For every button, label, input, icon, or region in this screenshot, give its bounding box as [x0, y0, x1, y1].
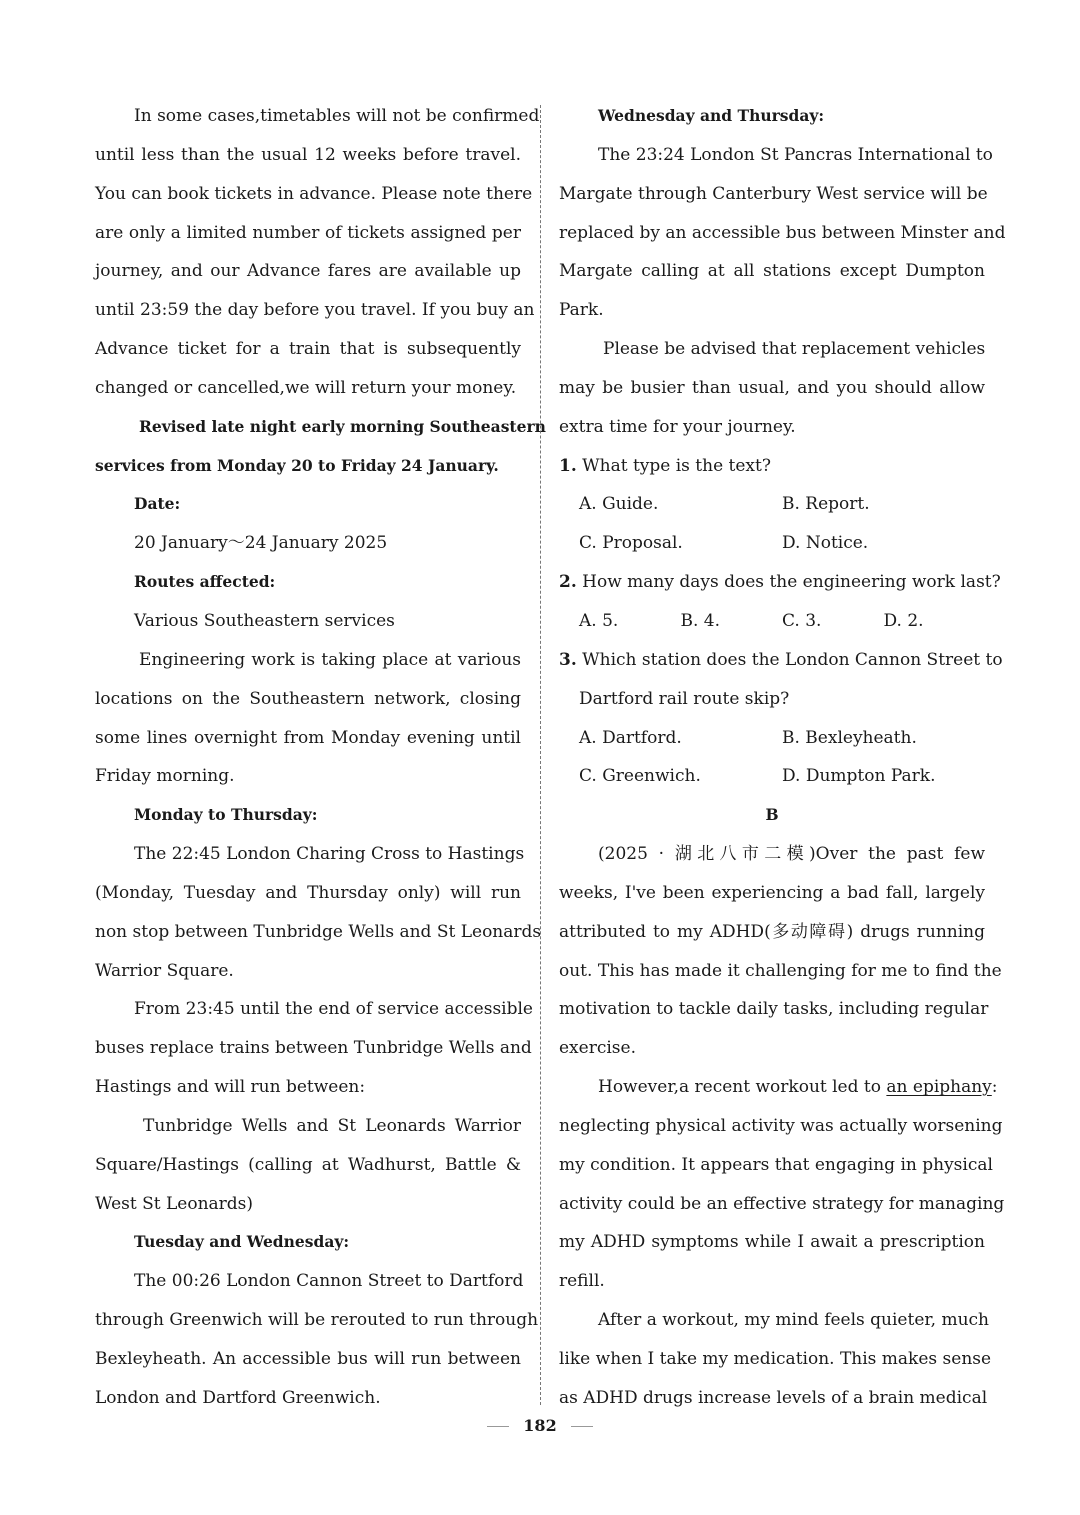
text-line: London and Dartford Greenwich.: [95, 1387, 381, 1408]
text-line: locations on the Southeastern network, closing: [95, 688, 521, 709]
text-line: After a workout, my mind feels quieter, much: [598, 1310, 989, 1331]
text-line: exercise.: [559, 1038, 636, 1059]
text-line: The 00:26 London Cannon Street to Dartford: [134, 1271, 524, 1292]
text-line: as ADHD drugs increase levels of a brain medical: [559, 1387, 988, 1408]
option-d[interactable]: D. 2.: [883, 610, 924, 631]
question-3: [559, 641, 1003, 680]
footer-rule: [571, 1426, 593, 1427]
wed-thu-label: Wednesday and Thursday:: [598, 106, 825, 125]
text-line: are only a limited number of tickets assigned per: [95, 222, 521, 243]
text-line: weeks, I've been experiencing a bad fall, largely: [559, 882, 985, 903]
option-a[interactable]: A. 5.: [579, 610, 619, 631]
underlined-phrase: an epiphany: [886, 1077, 992, 1098]
option-b[interactable]: B. 4.: [680, 610, 721, 631]
option-a[interactable]: A. Dartford.: [579, 727, 682, 748]
text-line: Margate through Canterbury West service will be: [559, 183, 988, 204]
text-line: Warrior Square.: [95, 960, 234, 981]
text-line: through Greenwich will be rerouted to run through: [95, 1310, 539, 1331]
text-line: [559, 1068, 998, 1107]
option-c[interactable]: C. Greenwich.: [579, 766, 701, 787]
question-3-options-row: [559, 719, 985, 758]
text-line: my condition. It appears that engaging in physical: [559, 1154, 993, 1175]
text-line: motivation to tackle daily tasks, including regular: [559, 999, 989, 1020]
text-line: replaced by an accessible bus between Minster and: [559, 222, 1006, 243]
option-d[interactable]: D. Notice.: [782, 533, 869, 554]
mon-thu-label: Monday to Thursday:: [134, 805, 318, 825]
text-line: extra time for your journey.: [559, 416, 796, 437]
text-line: Square/Hastings (calling at Wadhurst, Battle &: [95, 1154, 521, 1175]
option-c[interactable]: C. Proposal.: [579, 533, 683, 554]
question-1: [559, 447, 985, 486]
text-span: However,a recent workout led to: [598, 1077, 887, 1098]
question-text: Which station does the London Cannon Street to: [582, 649, 1003, 670]
text-line: The 23:24 London St Pancras International to: [598, 144, 993, 165]
text-line: The 22:45 London Charing Cross to Hastings: [134, 844, 525, 865]
text-line: From 23:45 until the end of service accessible: [134, 999, 533, 1020]
text-line: Bexleyheath. An accessible bus will run between: [95, 1349, 521, 1369]
text-line: my ADHD symptoms while I await a prescription: [559, 1232, 985, 1253]
column-divider: [540, 105, 541, 1405]
question-3-options-row: [559, 757, 985, 796]
text-line: West St Leonards): [95, 1193, 254, 1214]
text-line: attributed to my ADHD(多动障碍) drugs running: [559, 921, 985, 942]
text-line: Margate calling at all stations except Dumpton: [559, 261, 985, 282]
text-span: :: [991, 1077, 998, 1098]
option-d[interactable]: D. Dumpton Park.: [782, 766, 936, 787]
page-number: 182: [523, 1416, 557, 1435]
question-2-options-row: [559, 602, 985, 641]
text-line: may be busier than usual, and you should allow: [559, 377, 985, 398]
tue-wed-label: Tuesday and Wednesday:: [134, 1232, 350, 1252]
text-line: You can book tickets in advance. Please note there: [95, 183, 533, 204]
text-line: until less than the usual 12 weeks before travel.: [95, 144, 521, 165]
date-value: 20 January～24 January 2025: [134, 533, 388, 554]
text-line: journey, and our Advance fares are available up: [95, 261, 521, 282]
text-line: refill.: [559, 1271, 605, 1292]
option-a[interactable]: A. Guide.: [579, 494, 659, 515]
question-1-options-row: [559, 524, 985, 563]
routes-label: Routes affected:: [134, 572, 276, 592]
text-line: Advance ticket for a train that is subsequently: [95, 339, 521, 360]
right-column: [559, 97, 1006, 1418]
question-2: [559, 563, 1001, 602]
option-b[interactable]: B. Bexleyheath.: [782, 727, 917, 748]
question-text: What type is the text?: [582, 455, 771, 476]
notice-heading: Revised late night early morning Southeastern: [139, 416, 546, 436]
text-line: out. This has made it challenging for me to find the: [559, 960, 1002, 981]
text-line: Engineering work is taking place at various: [139, 649, 521, 670]
text-line: changed or cancelled,we will return your money.: [95, 377, 517, 398]
text-line: Friday morning.: [95, 766, 235, 787]
text-line: until 23:59 the day before you travel. If you buy an: [95, 300, 535, 321]
routes-value: Various Southeastern services: [134, 610, 395, 631]
page-footer: [0, 1416, 1080, 1435]
text-line: buses replace trains between Tunbridge Wells and: [95, 1038, 532, 1059]
question-number: 3.: [559, 649, 577, 670]
text-line: In some cases,timetables will not be confirmed: [134, 106, 540, 126]
footer-rule: [487, 1426, 509, 1427]
text-line: Tunbridge Wells and St Leonards Warrior: [143, 1115, 521, 1136]
question-number: 1.: [559, 455, 577, 476]
left-column: [95, 97, 546, 1418]
text-line: some lines overnight from Monday evening until: [95, 727, 521, 748]
text-line: (2025 · 湖北八市二模)Over the past few: [598, 844, 985, 865]
text-line: activity could be an effective strategy for managing: [559, 1193, 1005, 1214]
option-b[interactable]: B. Report.: [782, 494, 870, 515]
question-1-options-row: [559, 485, 985, 524]
text-line: (Monday, Tuesday and Thursday only) will run: [95, 882, 521, 903]
text-line: Please be advised that replacement vehicles: [603, 339, 986, 360]
notice-heading: services from Monday 20 to Friday 24 January.: [95, 455, 499, 475]
text-line: Hastings and will run between:: [95, 1077, 366, 1098]
text-line: neglecting physical activity was actually worsening: [559, 1115, 1003, 1136]
section-b-title: B: [765, 805, 779, 825]
question-text: How many days does the engineering work last?: [582, 572, 1001, 593]
text-line: Park.: [559, 300, 604, 321]
question-number: 2.: [559, 572, 577, 593]
question-text: Dartford rail route skip?: [579, 688, 790, 709]
text-line: like when I take my medication. This makes sense: [559, 1349, 992, 1369]
text-line: non stop between Tunbridge Wells and St Leonards: [95, 921, 542, 942]
date-label: Date:: [134, 494, 181, 514]
option-c[interactable]: C. 3.: [782, 610, 822, 631]
